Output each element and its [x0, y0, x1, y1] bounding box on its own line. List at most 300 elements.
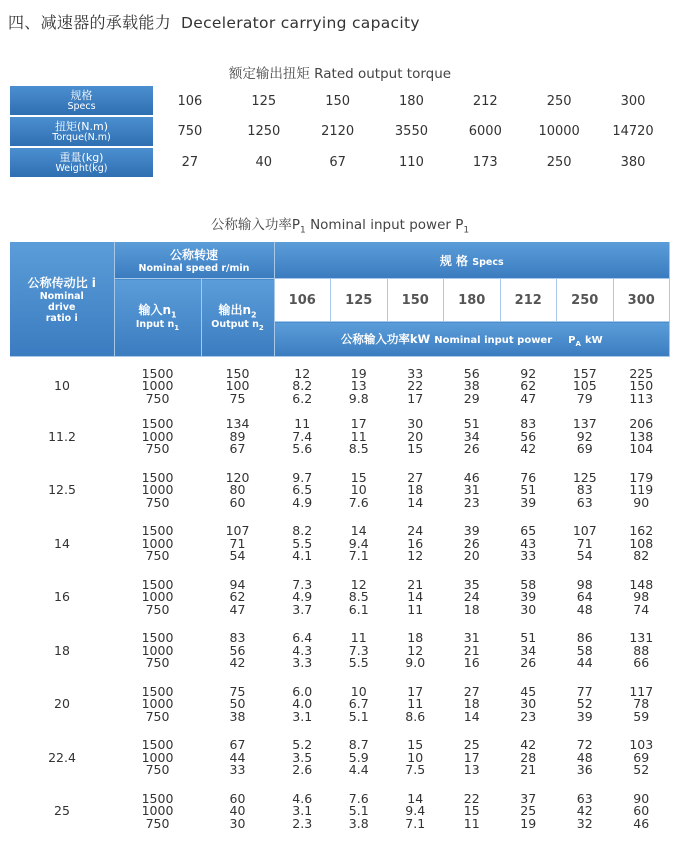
weight-label-en: Weight(kg) — [55, 162, 108, 174]
power-cell-value: 5.2 — [292, 737, 313, 752]
table-row — [10, 731, 670, 785]
ratio-cell: 14 — [54, 535, 70, 551]
power-cell — [444, 731, 501, 785]
power-cell-value: 4.6 — [292, 790, 313, 806]
power-cell-value: 46 — [463, 469, 480, 485]
power-cell-value: 14 — [407, 589, 424, 604]
output-speed-cell — [201, 785, 274, 839]
input-speed-cell-value: 1000 — [141, 696, 174, 711]
output-speed-cell-value: 75 — [229, 390, 246, 406]
power-cell-value: 58 — [576, 642, 593, 658]
power-cell-value: 71 — [576, 535, 593, 551]
power-cell-value: 19 — [350, 365, 367, 381]
power-cell-value: 63 — [576, 790, 593, 806]
power-cell — [613, 517, 670, 571]
power-cell — [331, 464, 388, 518]
power-cell-value: 9.0 — [405, 655, 426, 670]
power-cell-value: 39 — [520, 589, 537, 604]
table-row — [10, 410, 670, 464]
input-speed-cell-value: 1500 — [141, 365, 174, 381]
power-cell-value: 31 — [463, 630, 480, 645]
output-speed-cell — [201, 624, 274, 678]
power-cell-value: 131 — [629, 630, 654, 645]
power-cell-value: 7.3 — [348, 642, 369, 658]
output-speed-cell-value: 38 — [229, 708, 246, 724]
power-cell-value: 18 — [463, 601, 480, 617]
power-cell-value: 18 — [407, 630, 424, 645]
nominal-power-table — [10, 242, 670, 838]
power-cell-value: 162 — [629, 523, 654, 538]
power-cell-value: 62 — [520, 378, 537, 394]
power-title-en: Nominal input power — [310, 217, 451, 233]
power-cell-value: 18 — [463, 696, 480, 711]
power-cell — [444, 624, 501, 678]
torque-cell: 14720 — [612, 124, 654, 139]
power-cell-value: 69 — [576, 441, 593, 456]
power-cell-value: 7.5 — [405, 762, 426, 777]
power-cell-value: 51 — [520, 482, 537, 497]
output-speed-cell — [201, 517, 274, 571]
power-cell-value: 15 — [350, 469, 367, 485]
power-cell-value: 52 — [633, 762, 650, 777]
input-speed-cell — [114, 357, 201, 411]
spec-cell: 150 — [325, 93, 351, 109]
power-cell — [557, 678, 614, 732]
power-cell-value: 35 — [463, 576, 480, 592]
power-cell-value: 13 — [350, 378, 367, 394]
power-cell-value: 25 — [520, 803, 537, 818]
power-cell-value: 150 — [629, 378, 654, 394]
power-cell-value: 37 — [520, 790, 537, 806]
input-speed-cell-value: 1500 — [141, 523, 174, 538]
output-speed-cell — [201, 464, 274, 518]
input-speed-cell — [114, 410, 201, 464]
power-cell — [444, 678, 501, 732]
power-cell — [444, 517, 501, 571]
output-speed-cell-value: 30 — [229, 815, 246, 831]
power-cell-value: 4.4 — [348, 762, 369, 777]
power-cell-value: 28 — [520, 749, 537, 765]
power-cell-value: 20 — [463, 548, 480, 563]
input-speed-cell-value: 1000 — [141, 803, 174, 818]
power-cell-value: 30 — [520, 696, 537, 711]
power-cell-value: 90 — [633, 494, 650, 510]
power-cell — [500, 624, 557, 678]
power-cell-value: 3.8 — [348, 815, 369, 831]
power-cell-value: 107 — [572, 523, 597, 538]
power-table-body — [10, 357, 670, 839]
input-speed-cell-value: 750 — [145, 815, 170, 831]
power-cell — [331, 517, 388, 571]
power-cell — [274, 517, 331, 571]
power-cell-value: 47 — [520, 390, 537, 406]
power-cell-value: 51 — [520, 630, 537, 645]
input-speed-cell — [114, 785, 201, 839]
power-cell-value: 12 — [350, 576, 367, 592]
spec-cell: 125 — [251, 93, 277, 109]
power-cell-value: 27 — [407, 469, 424, 485]
power-cell-value: 33 — [407, 365, 424, 381]
input-speed-cell-value: 1500 — [141, 469, 174, 485]
power-cell — [613, 410, 670, 464]
power-cell-value: 157 — [572, 365, 597, 381]
power-cell-value: 86 — [576, 630, 593, 645]
power-cell-value: 3.1 — [292, 803, 313, 818]
power-cell — [331, 410, 388, 464]
input-speed-cell-value: 1000 — [141, 749, 174, 765]
output-speed-cell-value: 44 — [229, 749, 246, 765]
power-cell-value: 14 — [463, 708, 480, 724]
input-speed-cell-value: 1000 — [141, 589, 174, 604]
power-cell-value: 10 — [350, 482, 367, 497]
weight-label — [10, 147, 153, 178]
table-row — [10, 785, 670, 839]
rated-title-cn: 额定输出扭矩 — [228, 66, 310, 82]
output-speed-cell-value: 56 — [229, 642, 246, 658]
output-speed-cell-value: 107 — [225, 523, 250, 538]
power-cell — [387, 357, 444, 411]
power-cell-value: 23 — [463, 494, 480, 510]
power-cell-value: 26 — [463, 441, 480, 456]
power-cell-value: 7.4 — [292, 428, 313, 444]
output-speed-cell-value: 134 — [225, 416, 250, 431]
power-cell-value: 9.7 — [292, 469, 313, 485]
power-cell-value: 15 — [407, 441, 424, 456]
specs-header — [274, 242, 670, 279]
power-cell — [557, 785, 614, 839]
power-cell-value: 14 — [407, 790, 424, 806]
power-cell-value: 29 — [463, 390, 480, 406]
power-cell-value: 8.2 — [292, 523, 313, 538]
power-cell — [444, 410, 501, 464]
weight-cell: 27 — [181, 155, 199, 170]
input-speed-cell-value: 1500 — [141, 630, 174, 645]
input-speed-cell-value: 750 — [145, 494, 170, 510]
speed-header-cn: 公称转速 — [169, 248, 218, 262]
output-header-cn: 输出$n_2$ — [218, 302, 257, 320]
input-speed-cell-value: 1000 — [141, 428, 174, 444]
power-cell-value: 18 — [407, 482, 424, 497]
power-cell — [500, 517, 557, 571]
spec-cell: 106 — [177, 93, 203, 109]
ratio-cell: 25 — [54, 803, 70, 818]
power-cell-value: 13 — [463, 762, 480, 777]
power-cell-value: 4.3 — [292, 642, 313, 658]
output-speed-cell-value: 100 — [225, 378, 250, 394]
spec-col-header: 150 — [387, 279, 444, 322]
power-cell-value: 5.6 — [292, 441, 313, 456]
power-cell-value: 77 — [576, 683, 593, 699]
input-speed-cell-value: 1000 — [141, 482, 174, 497]
power-cell — [387, 464, 444, 518]
power-cell-value: 58 — [520, 576, 537, 592]
power-cell-value: 36 — [576, 762, 593, 777]
power-cell — [274, 464, 331, 518]
power-cell-value: 56 — [463, 365, 480, 381]
power-cell — [613, 357, 670, 411]
power-cell — [331, 678, 388, 732]
spec-cell: 212 — [472, 93, 498, 109]
rated-torque-title — [0, 62, 680, 82]
input-speed-cell-value: 750 — [145, 708, 170, 724]
ratio-cell: 20 — [54, 696, 70, 711]
power-cell-value: 137 — [572, 416, 597, 431]
input-speed-cell-value: 750 — [145, 601, 170, 617]
power-cell-value: 108 — [629, 535, 654, 551]
input-speed-cell-value: 1500 — [141, 576, 174, 592]
power-cell-value: 7.6 — [348, 494, 369, 510]
power-cell-value: 90 — [633, 790, 650, 806]
power-cell-value: 92 — [520, 365, 537, 381]
torque-cell: 750 — [177, 124, 203, 139]
power-cell-value: 179 — [629, 469, 654, 485]
power-cell — [387, 678, 444, 732]
power-cell-value: 2.3 — [292, 815, 313, 831]
power-cell-value: 39 — [520, 494, 537, 510]
power-cell-value: 11 — [407, 696, 424, 711]
output-speed-cell-value: 80 — [229, 482, 246, 497]
power-cell — [557, 464, 614, 518]
power-cell-value: 17 — [407, 390, 424, 406]
power-cell-value: 16 — [407, 535, 424, 551]
power-cell-value: 6.1 — [348, 601, 369, 617]
weight-cell: 110 — [399, 155, 424, 170]
output-speed-cell-value: 42 — [229, 655, 246, 670]
power-cell — [500, 357, 557, 411]
ratio-cell: 22.4 — [48, 749, 76, 765]
power-cell-value: 6.4 — [292, 630, 313, 645]
output-speed-cell-value: 94 — [229, 576, 246, 592]
input-header — [114, 279, 201, 357]
power-cell — [444, 357, 501, 411]
power-cell — [444, 464, 501, 518]
power-cell-value: 21 — [407, 576, 424, 592]
input-speed-cell-value: 750 — [145, 441, 170, 456]
power-cell — [274, 785, 331, 839]
power-cell-value: 15 — [407, 737, 424, 752]
power-cell — [274, 678, 331, 732]
power-cell-value: 83 — [520, 416, 537, 431]
power-cell-value: 48 — [576, 601, 593, 617]
output-header-en: Output $n_2$ — [211, 319, 264, 333]
output-header — [201, 279, 274, 357]
power-cell-value: 66 — [633, 655, 650, 670]
power-cell-value: 65 — [520, 523, 537, 538]
power-cell-value: 14 — [407, 494, 424, 510]
power-cell-value: 45 — [520, 683, 537, 699]
power-cell-value: 30 — [407, 416, 424, 431]
power-cell-value: 51 — [463, 416, 480, 431]
power-cell — [613, 678, 670, 732]
power-cell-value: 11 — [407, 601, 424, 617]
power-cell-value: 31 — [463, 482, 480, 497]
power-cell — [274, 357, 331, 411]
weight-cell: 67 — [329, 155, 346, 170]
specs-header-en: Specs — [472, 256, 504, 268]
power-cell — [331, 785, 388, 839]
power-cell-value: 44 — [576, 655, 593, 670]
power-cell-value: 4.1 — [292, 548, 313, 563]
power-cell-value: 5.1 — [348, 708, 369, 724]
output-speed-cell-value: 33 — [229, 762, 246, 777]
power-cell — [557, 517, 614, 571]
input-speed-cell — [114, 464, 201, 518]
spec-cell: 180 — [399, 93, 424, 109]
rated-torque-table — [10, 86, 670, 179]
power-cell-value: 26 — [520, 655, 537, 670]
table-row — [10, 517, 670, 571]
power-cell — [444, 571, 501, 625]
output-speed-cell-value: 62 — [229, 589, 246, 604]
input-speed-cell — [114, 624, 201, 678]
power-cell-value: 16 — [463, 655, 480, 670]
power-cell-value: 54 — [576, 548, 593, 563]
power-cell-value: 21 — [463, 642, 480, 658]
power-cell-value: 7.6 — [348, 790, 369, 806]
power-cell-value: 39 — [576, 708, 593, 724]
power-cell-value: 19 — [520, 815, 537, 831]
ratio-cell: 10 — [54, 378, 70, 394]
heading-number: 四、 — [8, 13, 41, 32]
power-cell-value: 6.2 — [292, 390, 313, 406]
input-speed-cell — [114, 517, 201, 571]
specs-label-en: Specs — [67, 100, 96, 112]
power-cell — [274, 624, 331, 678]
power-cell — [387, 785, 444, 839]
power-cell-value: 88 — [633, 642, 650, 658]
input-speed-cell-value: 1000 — [141, 642, 174, 658]
power-cell-value: 8.2 — [292, 378, 313, 394]
heading-cn: 减速器的承载能力 — [40, 13, 172, 32]
power-cell-value: 3.5 — [292, 749, 313, 765]
ratio-cell: 12.5 — [48, 482, 76, 497]
power-cell-value: 25 — [463, 737, 480, 752]
input-speed-cell-value: 750 — [145, 548, 170, 563]
ratio-cell: 16 — [54, 589, 70, 604]
power-cell-value: 9.8 — [348, 390, 369, 406]
speed-header-en: Nominal speed r/min — [138, 263, 250, 274]
input-speed-cell-value: 1500 — [141, 737, 174, 752]
power-cell-value: 82 — [633, 548, 650, 563]
table-row — [10, 357, 670, 411]
power-cell-value: 11 — [350, 630, 367, 645]
power-cell-value: 105 — [572, 378, 597, 394]
power-cell — [387, 410, 444, 464]
power-cell-value: 78 — [633, 696, 650, 711]
torque-label-en: Torque(N.m) — [52, 131, 111, 143]
power-cell-value: 104 — [629, 441, 654, 456]
output-speed-cell — [201, 357, 274, 411]
power-cell-value: 17 — [407, 683, 424, 699]
output-speed-cell-value: 75 — [229, 683, 246, 699]
power-cell — [331, 571, 388, 625]
power-cell-value: 30 — [520, 601, 537, 617]
power-cell-value: 125 — [572, 469, 597, 485]
power-cell — [444, 785, 501, 839]
power-cell-value: 74 — [633, 601, 650, 617]
power-cell-value: 5.5 — [292, 535, 313, 551]
ratio-cell: 11.2 — [48, 428, 76, 444]
torque-cell: 3550 — [394, 124, 428, 139]
power-cell — [500, 464, 557, 518]
ratio-header-en3: ratio i — [45, 313, 78, 324]
spec-cell: 300 — [620, 93, 646, 109]
power-cell-value: 3.7 — [292, 601, 313, 617]
power-cell-value: 34 — [463, 428, 480, 444]
power-cell-value: 5.5 — [348, 655, 369, 670]
input-speed-cell-value: 1000 — [141, 378, 174, 394]
input-speed-cell-value: 1000 — [141, 535, 174, 551]
power-cell-value: 64 — [576, 589, 593, 604]
output-speed-cell-value: 60 — [229, 494, 246, 510]
speed-header — [114, 242, 274, 279]
power-cell — [500, 678, 557, 732]
heading-en: Decelerator carrying capacity — [181, 14, 420, 32]
output-speed-cell-value: 83 — [229, 630, 246, 645]
output-speed-cell-value: 67 — [229, 737, 246, 752]
input-speed-cell-value: 1500 — [141, 790, 174, 806]
power-cell — [613, 624, 670, 678]
power-cell-value: 10 — [350, 683, 367, 699]
power-cell-value: 43 — [520, 535, 537, 551]
power-cell-value: 22 — [463, 790, 480, 806]
power-cell-value: 23 — [520, 708, 537, 724]
power-cell — [387, 624, 444, 678]
power-cell-value: 117 — [629, 683, 654, 699]
power-cell — [613, 785, 670, 839]
power-cell-value: 42 — [520, 737, 537, 752]
input-speed-cell-value: 750 — [145, 655, 170, 670]
input-speed-cell-value: 750 — [145, 762, 170, 777]
output-speed-cell-value: 120 — [225, 469, 250, 485]
power-cell-value: 42 — [520, 441, 537, 456]
output-speed-cell — [201, 571, 274, 625]
ratio-header — [10, 242, 114, 357]
power-cell-value: 4.0 — [292, 696, 313, 711]
power-cell-value: 38 — [463, 378, 480, 394]
unit-header-symbol: $P_A$ — [568, 334, 581, 348]
power-cell — [500, 731, 557, 785]
output-speed-cell — [201, 410, 274, 464]
power-cell-value: 69 — [633, 749, 650, 765]
power-cell-value: 9.4 — [405, 803, 426, 818]
weight-cell: 173 — [472, 155, 498, 170]
specs-label — [10, 86, 153, 116]
power-cell-value: 56 — [520, 428, 537, 444]
power-cell-value: 6.0 — [292, 683, 313, 699]
spec-cell: 250 — [546, 93, 572, 109]
power-cell-value: 2.6 — [292, 762, 313, 777]
power-cell-value: 72 — [576, 737, 593, 752]
power-cell — [500, 785, 557, 839]
specs-row — [10, 86, 670, 116]
power-cell-value: 17 — [350, 416, 367, 431]
power-cell-value: 39 — [463, 523, 480, 538]
power-cell-value: 8.5 — [348, 441, 369, 456]
output-speed-cell-value: 60 — [229, 790, 246, 806]
power-cell-value: 8.5 — [348, 589, 369, 604]
power-cell-value: 4.9 — [292, 494, 313, 510]
power-cell — [557, 624, 614, 678]
power-cell — [557, 410, 614, 464]
input-speed-cell-value: 1500 — [141, 683, 174, 699]
power-cell-value: 8.7 — [348, 737, 369, 752]
specs-label-cn: 规格 — [70, 88, 93, 102]
power-cell — [613, 464, 670, 518]
power-cell-value: 26 — [463, 535, 480, 551]
power-cell-value: 8.6 — [405, 708, 426, 724]
ratio-header-en2: drive — [48, 302, 76, 313]
